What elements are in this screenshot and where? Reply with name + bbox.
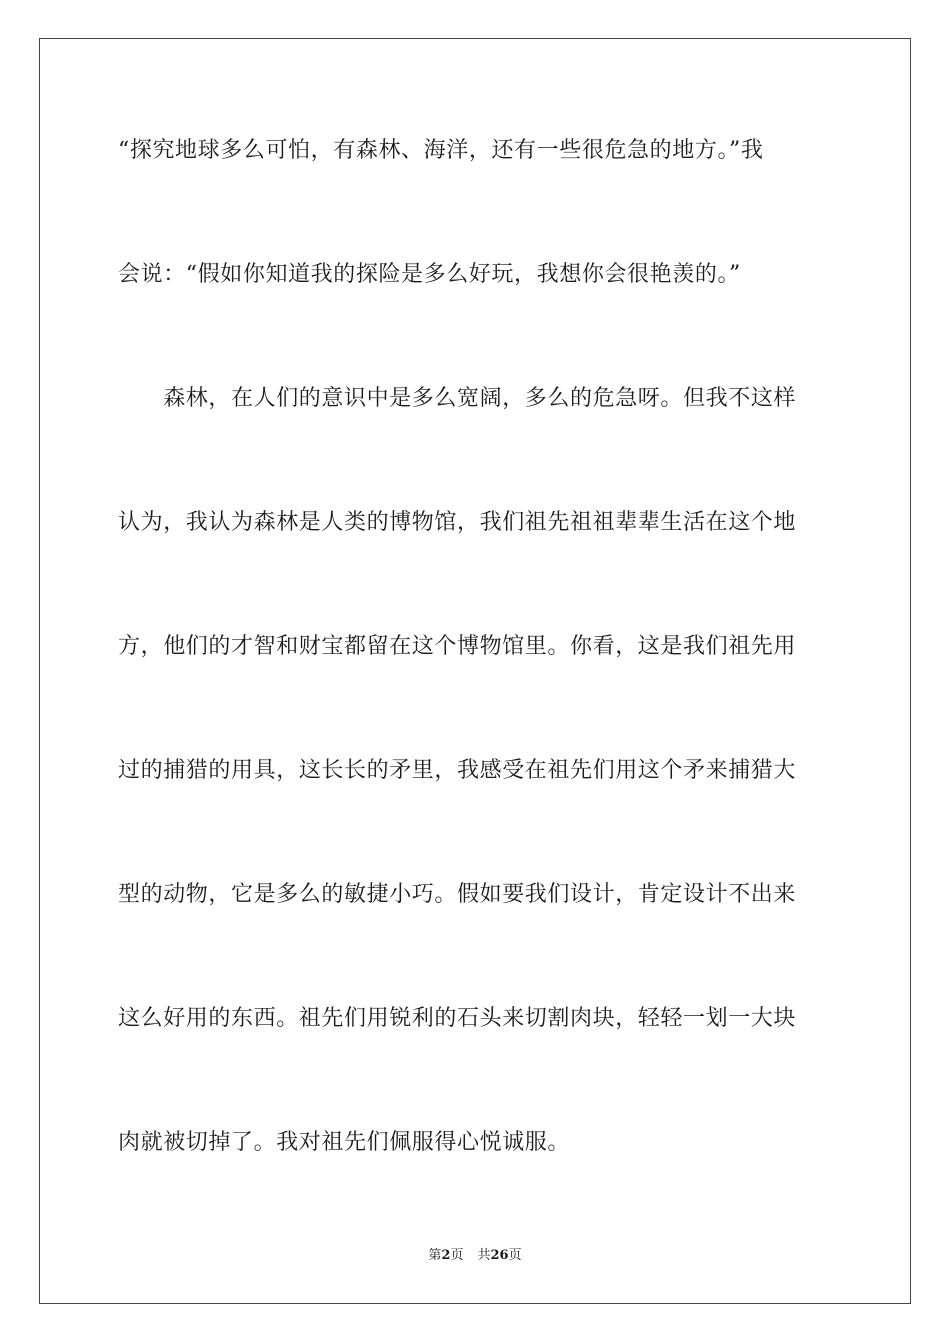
- text-line: 这么好用的东西。祖先们用锐利的石头来切割肉块，轻轻一划一大块: [118, 1006, 797, 1031]
- total-suffix: 页: [508, 1248, 522, 1263]
- total-prefix: 共: [477, 1248, 491, 1263]
- text-line: 肉就被切掉了。我对祖先们佩服得心悦诚服。: [118, 1130, 571, 1155]
- text-line: 认为，我认为森林是人类的博物馆，我们祖先祖祖辈辈生活在这个地: [118, 510, 797, 535]
- page-number: 2: [441, 1248, 451, 1263]
- text-line: “探究地球多么可怕，有森林、海洋，还有一些很危急的地方。”我: [118, 138, 764, 163]
- page-prefix: 第: [428, 1248, 442, 1263]
- text-line: 型的动物，它是多么的敏捷小巧。假如要我们设计，肯定设计不出来: [118, 882, 797, 907]
- text-line: 森林，在人们的意识中是多么宽阔，多么的危急呀。但我不这样: [118, 386, 797, 411]
- page-border: [39, 38, 911, 1304]
- text-line: 会说：“假如你知道我的探险是多么好玩，我想你会很艳羡的。”: [118, 262, 741, 287]
- text-line: 方，他们的才智和财宝都留在这个博物馆里。你看，这是我们祖先用: [118, 634, 797, 659]
- text-line: 过的捕猎的用具，这长长的矛里，我感受在祖先们用这个矛来捕猎大: [118, 758, 797, 783]
- page-footer: [0, 1247, 950, 1265]
- page-suffix: 页: [450, 1248, 464, 1263]
- total-pages: 26: [490, 1248, 509, 1263]
